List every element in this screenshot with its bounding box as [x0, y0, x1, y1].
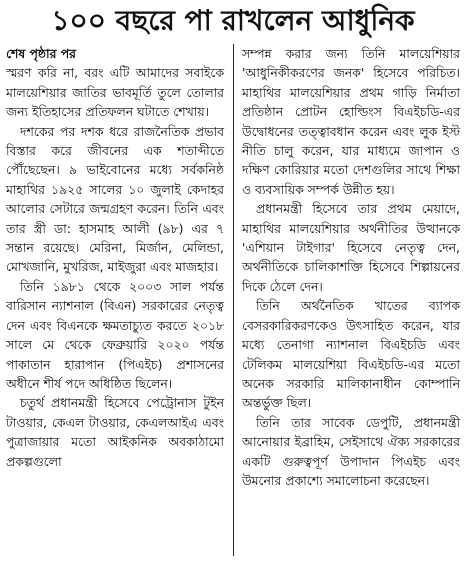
paragraph: প্রধানমন্ত্রী হিসেবে তার প্রথম মেয়াদে, মাহাথির মালয়েশিয়ার অর্থনীতির উত্থানকে 'এশিয়ান টাইগার' হিসেবে নেতৃত্ব দেন, অর্থনীতিকে চালিকাশক্তি হিসেবে শিল্পায়নের দিকে ঠেলে দেন।	[242, 201, 460, 294]
paragraph: তিনি অর্থনৈতিক খাতের ব্যাপক বেসরকারিকরণকেও উৎসাহিত করেন, যার মধ্যে তেনাগা ন্যাশনাল বিএইচডি এবং টেলিকম মালয়েশিয়া বিএইচডি-এর মতো অনেক সরকারি মালিকানাধীন কোম্পানি অন্তর্ভুক্ত ছিল।	[242, 298, 460, 411]
kicker-label: শেষ পৃষ্ঠার পর	[6, 46, 76, 61]
headline: ১০০ বছরে পা রাখলেন আধুনিক	[51, 4, 415, 37]
paragraph: তিনি তার সাবেক ডেপুটি, প্রধানমন্ত্রী আনোয়ার ইব্রাহিম, সেইসাথে ঐক্য সরকারের একটি গুরুত্বপূর্ণ উপাদান পিএইচ এবং উমনোর প্রকাশ্যে সমালোচনা করেছেন।	[242, 414, 460, 488]
right-column	[242, 44, 460, 490]
column-divider	[233, 44, 234, 556]
paragraph: স্মরণ করি না, বরং এটি আমাদের সবাইকে মালয়েশিয়ার জাতির ভাবমূর্তি তুলে তোলার জন্য ইতিহাসের প্রতিফলন ঘটাতে শেখায়।	[6, 65, 224, 120]
paragraph: সম্পন্ন করার জন্য তিনি মালয়েশিয়ার 'আধুনিকীকরণের জনক' হিসেবে পরিচিত। মাহাথির মালয়েশিয়ার প্রথম গাড়ি নির্মাতা প্রতিষ্ঠান প্রোটন হোল্ডিংস বিএইচডি-এর উদ্বোধনের তত্ত্বাবধান করেন এবং লুক ইস্ট নীতি চালু করেন, যার মাধ্যমে জাপান ও দক্ষিণ কোরিয়ার মতো দেশগুলির সাথে শিক্ষা ও ব্যবসায়িক সম্পর্ক উন্নীত হয়।	[242, 46, 460, 197]
left-column	[6, 44, 224, 471]
paragraph: দশকের পর দশক ধরে রাজনৈতিক প্রভাব বিস্তার করে জীবনের এক শতাব্দীতে পৌঁছেছেন। ৯ ভাইবোনের মধ্যে সর্বকনিষ্ঠ মাহাথির ১৯২৫ সালের ১০ জুলাই কেদাহর আলোর সেটারে জন্মগ্রহণ করেন। তিনি এবং তার স্ত্রী ডা: হাসমাহ আলী (৯৮) এর ৭ সন্তান রয়েছে। মেরিনা, মির্জান, মেলিন্ডা, মোখজানি, মুখরিজ, মাইজুরা এবং মাজহার।	[6, 123, 224, 275]
paragraph: চতুর্থ প্রধানমন্ত্রী হিসেবে পেট্রোনাস টুইন টাওয়ার, কেএল টাওয়ার, কেএলআইএ এবং পুত্রাজায়ার মতো আইকনিক অবকাঠামো প্রকল্পগুলো	[6, 395, 224, 469]
paragraph: তিনি ১৯৮১ থেকে ২০০৩ সাল পর্যন্ত বারিসান ন্যাশনাল (বিএন) সরকারের নেতৃত্ব দেন এবং বিএনকে ক্ষমতাচ্যুত করতে ২০১৮ সালে মে থেকে ফেব্রুয়ারি ২০২০ পর্যন্ত পাকাতান হারাপান (পিএইচ) প্রশাসনের অধীনে শীর্ষ পদে অধিষ্ঠিত ছিলেন।	[6, 278, 224, 391]
